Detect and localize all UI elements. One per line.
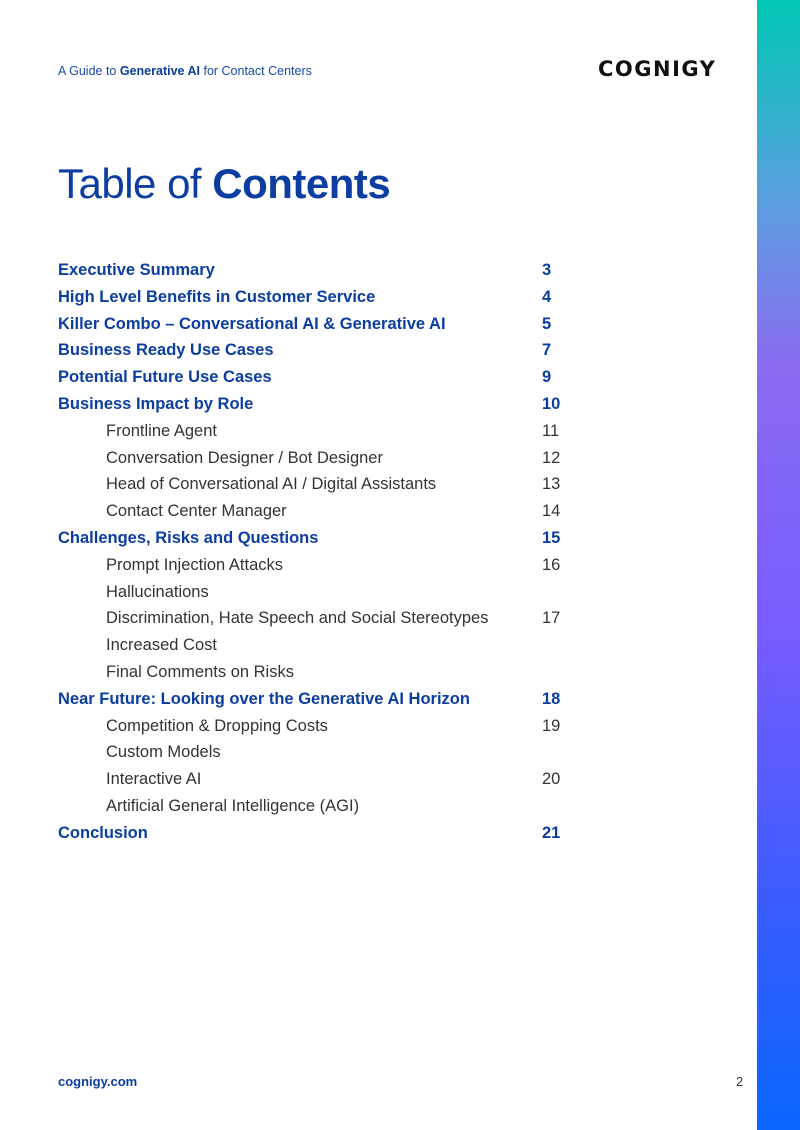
- toc-entry-page: 4: [542, 287, 552, 306]
- toc-entry-title: Executive Summary: [58, 261, 215, 279]
- toc-entry-page: 7: [542, 341, 552, 360]
- toc-entry-page: 14: [542, 502, 561, 521]
- toc-subsection-entry[interactable]: [58, 713, 578, 740]
- toc-entry-title: Frontline Agent: [106, 421, 217, 440]
- toc-entry-title: Final Comments on Risks: [106, 662, 294, 681]
- toc-section-entry[interactable]: [58, 820, 578, 847]
- toc-entry-title: High Level Benefits in Customer Service: [58, 287, 376, 306]
- toc-entry-page: 11: [542, 421, 560, 440]
- toc-entry-title: Challenges, Risks and Questions: [58, 528, 319, 547]
- footer-website-link[interactable]: cognigy.com: [58, 1074, 138, 1089]
- toc-subsection-entry[interactable]: [58, 632, 578, 659]
- toc-subsection-entry[interactable]: [58, 659, 578, 686]
- toc-subsection-entry[interactable]: [58, 605, 578, 632]
- toc-entry-title: Business Impact by Role: [58, 394, 254, 413]
- toc-entry-title: Hallucinations: [106, 582, 209, 601]
- footer-page-number: 2: [736, 1074, 744, 1089]
- toc-entry-title: Discrimination, Hate Speech and Social Stereotypes: [106, 609, 489, 628]
- toc-entry-title: Near Future: Looking over the Generative AI Horizon: [58, 689, 470, 708]
- toc-entry-title: Artificial General Intelligence (AGI): [106, 796, 360, 815]
- toc-section-entry[interactable]: [58, 525, 578, 552]
- toc-section-entry[interactable]: [58, 257, 578, 284]
- toc-subsection-entry[interactable]: [58, 739, 578, 766]
- toc-subsection-entry[interactable]: [58, 471, 578, 498]
- toc-entry-page: 10: [542, 394, 561, 413]
- toc-entry-title: Conversation Designer / Bot Designer: [106, 448, 383, 467]
- toc-entry-title: Business Ready Use Cases: [58, 341, 274, 360]
- toc-subsection-entry[interactable]: [58, 793, 578, 820]
- guide-title: A Guide to Generative AI for Contact Centers: [58, 64, 312, 78]
- toc-section-entry[interactable]: [58, 311, 578, 338]
- toc-section-entry[interactable]: [58, 391, 578, 418]
- toc-subsection-entry[interactable]: [58, 579, 578, 606]
- toc-entry-page: 19: [542, 716, 561, 735]
- toc-entry-title: Increased Cost: [106, 636, 217, 655]
- toc-subsection-entry[interactable]: [58, 445, 578, 472]
- toc-entry-title: Competition & Dropping Costs: [106, 716, 328, 735]
- toc-entry-page: 18: [542, 689, 561, 708]
- toc-subsection-entry[interactable]: [58, 766, 578, 793]
- svg-text:COGNIGY: COGNIGY: [598, 57, 717, 80]
- toc-entry-title: Prompt Injection Attacks: [106, 555, 283, 574]
- toc-entry-title: Potential Future Use Cases: [58, 368, 272, 387]
- toc-entry-page: 21: [542, 823, 561, 842]
- toc-entry-title: Conclusion: [58, 823, 148, 842]
- toc-entry-page: 12: [542, 448, 561, 467]
- toc-entry-page: 17: [542, 609, 561, 628]
- cognigy-logo: [598, 56, 744, 80]
- page-title: Table of Contents: [58, 160, 391, 207]
- toc-entry-page: 9: [542, 368, 552, 387]
- side-gradient-bar: [757, 0, 800, 1130]
- toc-entry-page: 20: [542, 770, 561, 789]
- toc-entry-title: Interactive AI: [106, 770, 202, 789]
- toc-subsection-entry[interactable]: [58, 498, 578, 525]
- toc-section-entry[interactable]: [58, 364, 578, 391]
- toc-entry-page: 3: [542, 261, 552, 279]
- toc-entry-title: Contact Center Manager: [106, 502, 287, 521]
- toc-entry-page: 5: [542, 314, 552, 333]
- toc-entry-title: Custom Models: [106, 743, 221, 762]
- toc-section-entry[interactable]: [58, 686, 578, 713]
- toc-entry-title: Killer Combo – Conversational AI & Generative AI: [58, 314, 446, 333]
- toc-entry-page: 15: [542, 528, 561, 547]
- toc-subsection-entry[interactable]: [58, 552, 578, 579]
- table-of-contents: [58, 257, 578, 847]
- toc-section-entry[interactable]: [58, 337, 578, 364]
- toc-section-entry[interactable]: [58, 284, 578, 311]
- toc-subsection-entry[interactable]: [58, 418, 578, 445]
- toc-entry-title: Head of Conversational AI / Digital Assistants: [106, 475, 437, 494]
- toc-entry-page: 13: [542, 475, 561, 494]
- toc-entry-page: 16: [542, 555, 561, 574]
